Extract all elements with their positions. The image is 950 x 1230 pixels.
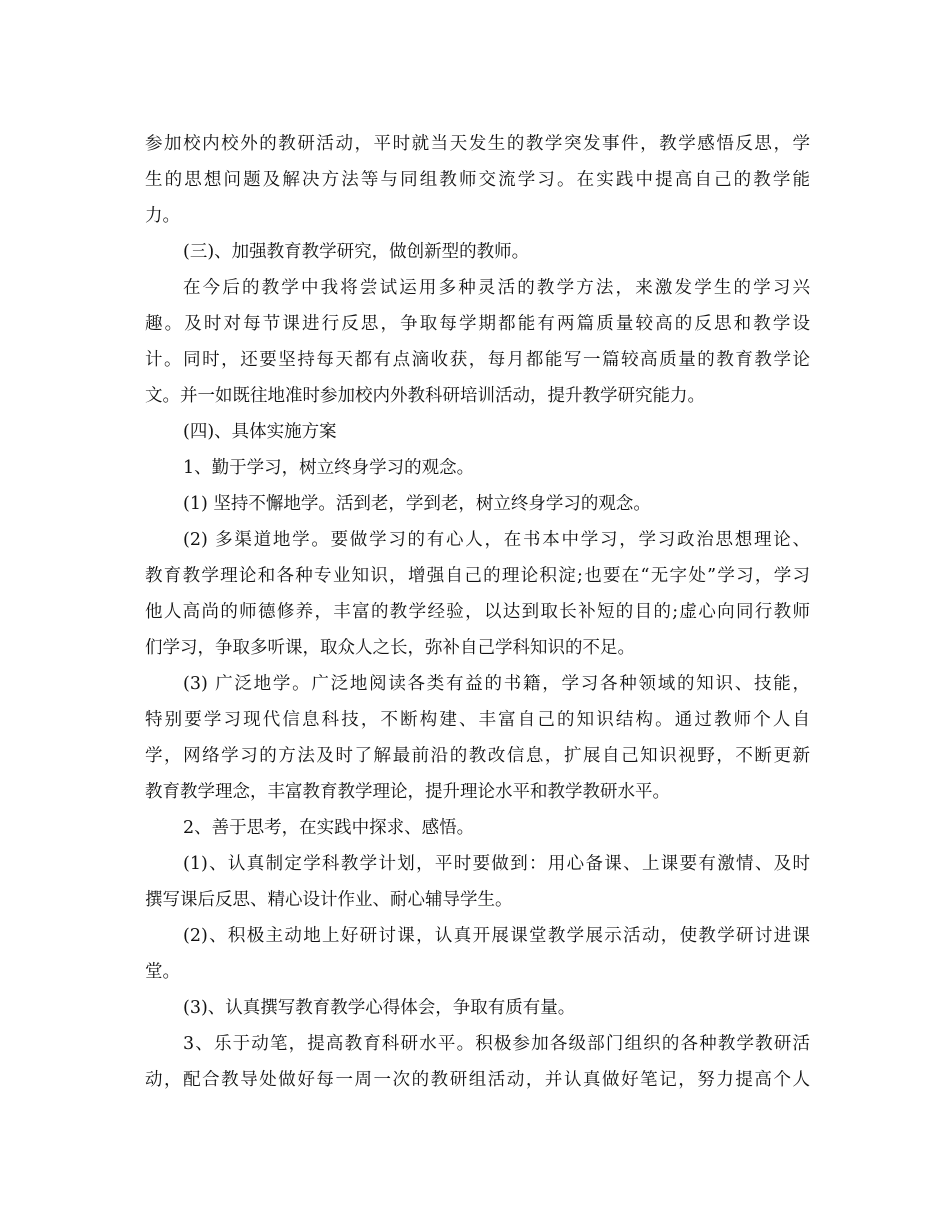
text-line: (3)、认真撰写教育教学心得体会，争取有质有量。 [183,998,576,1018]
text-line: 学，网络学习的方法及时了解最前沿的教改信息，扩展自己知识视野，不断更新 [145,746,810,766]
text-line: 们学习，争取多听课，取众人之长，弥补自己学科知识的不足。 [145,638,635,658]
text-line: 在今后的教学中我将尝试运用多种灵活的教学方法，来激发学生的学习兴 [183,278,810,298]
document-body [145,126,810,1098]
text-line: 堂。 [145,962,180,982]
text-line: 文。并一如既往地准时参加校内外教科研培训活动，提升教学研究能力。 [145,386,705,406]
text-line: 生的思想问题及解决方法等与同组教师交流学习。在实践中提高自己的教学能 [145,170,810,190]
text-line: (2)、积极主动地上好研讨课，认真开展课堂教学展示活动，使教学研讨进课 [183,926,810,946]
text-line: 特别要学习现代信息科技，不断构建、丰富自己的知识结构。通过教师个人自 [145,710,810,730]
section-heading: (三)、加强教育教学研究，做创新型的教师。 [183,242,530,262]
list-heading: 1、勤于学习，树立终身学习的观念。 [183,458,475,478]
list-heading: 2、善于思考，在实践中探求、感悟。 [183,818,475,838]
text-line: 趣。及时对每节课进行反思，争取每学期都能有两篇质量较高的反思和教学设 [145,314,810,334]
text-line: 动，配合教导处做好每一周一次的教研组活动，并认真做好笔记，努力提高个人 [145,1070,810,1090]
text-line: (1)、认真制定学科教学计划，平时要做到：用心备课、上课要有激情、及时 [183,854,810,874]
section-heading: (四)、具体实施方案 [183,422,337,442]
text-line: (1) 坚持不懈地学。活到老，学到老，树立终身学习的观念。 [183,494,651,514]
text-line: 力。 [145,206,180,226]
text-line: 他人高尚的师德修养，丰富的教学经验，以达到取长补短的目的;虚心向同行教师 [145,602,810,622]
text-line: 参加校内校外的教研活动，平时就当天发生的教学突发事件，教学感悟反思，学 [145,134,810,154]
text-line: (2) 多渠道地学。要做学习的有心人，在书本中学习，学习政治思想理论、 [183,530,810,550]
text-line: 教育教学理论和各种专业知识，增强自己的理论积淀;也要在“无字处”学习，学习 [145,566,810,586]
text-line: 计。同时，还要坚持每天都有点滴收获，每月都能写一篇较高质量的教育教学论 [145,350,810,370]
text-line: 教育教学理念，丰富教育教学理论，提升理论水平和教学教研水平。 [145,782,670,802]
list-heading: 3、乐于动笔，提高教育科研水平。积极参加各级部门组织的各种教学教研活 [183,1034,810,1054]
text-line: 撰写课后反思、精心设计作业、耐心辅导学生。 [145,890,513,910]
text-line: (3) 广泛地学。广泛地阅读各类有益的书籍，学习各种领域的知识、技能， [183,674,810,694]
